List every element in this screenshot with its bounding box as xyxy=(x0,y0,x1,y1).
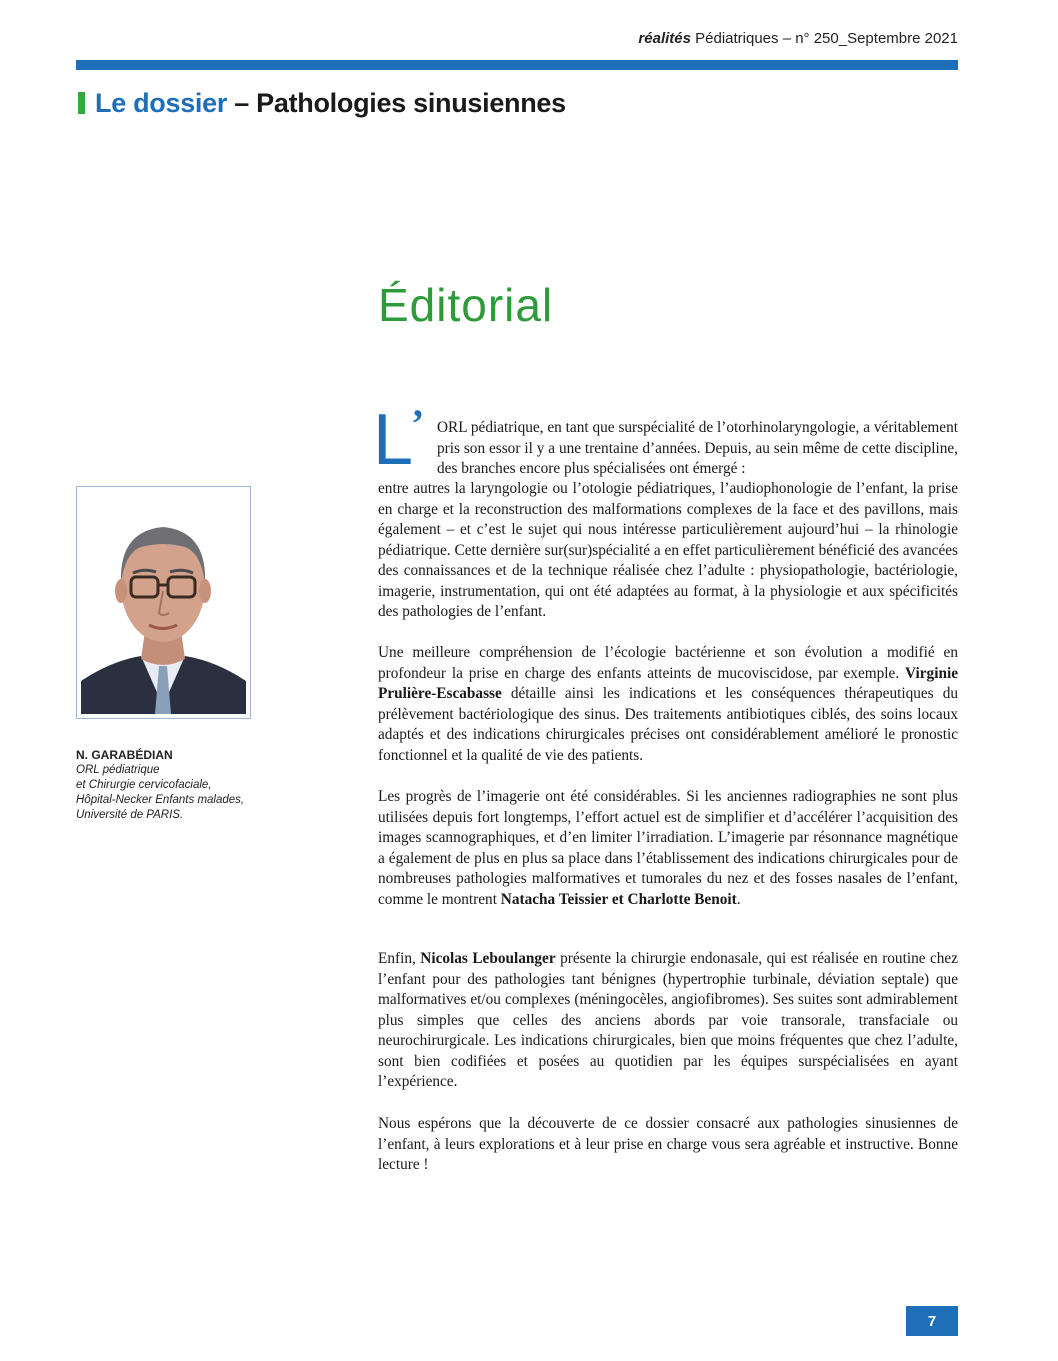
section-marker xyxy=(78,92,85,114)
author-affiliation-4: Université de PARIS. xyxy=(76,809,184,821)
drop-cap-apostrophe: ’ xyxy=(411,401,425,446)
section-title xyxy=(78,88,566,119)
paragraph-5: Nous espérons que la découverte de ce dossier consacré aux pathologies sinusiennes de l’enfant, à leurs explorations et à leur prise en charge vous sera agréable et instructive. Bonne lecture ! xyxy=(378,1115,958,1173)
paragraph-4-text-a: Enfin, xyxy=(378,950,416,967)
author-caption xyxy=(76,748,276,823)
page-number: 7 xyxy=(906,1306,958,1336)
paragraph-2-text-b: détaille ainsi les indications et les conséquences thérapeutiques du prélèvement bactériologique des sinus. Des traitements antibiotiques ciblés, des soins locaux adaptés et des indications chirurgicales précises ont considérablement amélioré le pronostic fonctionnel et la qualité de vie des patients. xyxy=(378,685,958,764)
paragraph-4-text-b: présente la chirurgie endonasale, qui est réalisée en routine chez l’enfant pour des pathologies tant bénignes (hypertrophie turbinale, déviation septale) que malformatives et/ou complexes (méningocèles, angiofibromes). Ses suites sont admirablement plus simples que celles des anciens abords par voie transorale, transfaciale ou neurochirurgicale. Les indications chirurgicales, bien que moins fréquentes que chez l’adulte, sont bien codifiées et posées au quotidien par les équipes surspécialisées en ayant l’expérience. xyxy=(378,950,958,1090)
journal-brand: réalités xyxy=(638,30,691,47)
paragraph-2-text-a: Une meilleure compréhension de l’écologie bactérienne et son évolution a modifié en profondeur la prise en charge des enfants atteints de mucoviscidose, par exemple. xyxy=(378,644,958,682)
author-affiliation-3: Hôpital-Necker Enfants malades, xyxy=(76,794,245,806)
drop-cap: L xyxy=(373,400,414,480)
author-affiliation-2: et Chirurgie cervicofaciale, xyxy=(76,779,212,791)
paragraph-3-end: . xyxy=(736,890,741,908)
dossier-label: Le dossier xyxy=(95,88,228,118)
paragraph-3 xyxy=(378,787,958,910)
paragraph-3-text-a: Les progrès de l’imagerie ont été considérables. Si les anciennes radiographies ne sont plus utilisées depuis fort longtemps, l’effort actuel est de simplifier et d’accélérer l’acquisition des images scannographiques, et d’en limiter l’irradiation. L’imagerie par résonnance magnétique a également de plus en plus sa place dans l’établissement des indications chirurgicales pour de nombreuses pathologies malformatives et tumorales du nez et des fosses nasales de l’enfant, comme le montrent xyxy=(378,788,958,908)
author-reference-pruliere: Virginie Prulière-Escabasse xyxy=(378,664,958,702)
paragraph-4 xyxy=(378,949,958,1093)
paragraph-2 xyxy=(378,643,958,766)
author-affiliation-1: ORL pédiatrique xyxy=(76,764,160,776)
journal-issue: Pédiatriques – n° 250_Septembre 2021 xyxy=(695,30,958,47)
author-reference-teissier-benoit: Natacha Teissier et Charlotte Benoit xyxy=(500,890,737,908)
header-rule xyxy=(76,60,958,70)
portrait-image xyxy=(81,491,246,714)
author-photo xyxy=(76,486,251,719)
dossier-topic: – Pathologies sinusiennes xyxy=(234,88,566,118)
journal-header xyxy=(638,30,958,47)
author-reference-leboulanger: Nicolas Leboulanger xyxy=(420,950,556,967)
paragraph-1-continued: entre autres la laryngologie ou l’otologie pédiatriques, l’audiophonologie de l’enfant, la prise en charge et la reconstruction des malformations complexes de la face et des pavillons, mais également – et c’est le sujet qui nous intéresse particulièrement aujourd’hui – la rhinologie pédiatrique. Cette dernière sur(sur)spécialité a en effet particulièrement bénéficié des avancées des connaissances et de la technique réalisée chez l’adulte : physiopathologie, bactériologie, imagerie, instrumentation, qui ont été adaptées au format, à la physiologie et aux spécificités des pathologies de l’enfant. xyxy=(378,480,958,620)
author-name: N. GARABÉDIAN xyxy=(76,748,173,762)
paragraph-1-opening: ORL pédiatrique, en tant que surspécialité de l’otorhinolaryngologie, a véritablement pris son essor il y a une trentaine d’années. Depuis, au sein même de cette discipline, des branches encore plus spécialisées ont émergé : xyxy=(437,419,958,477)
page-title: Éditorial xyxy=(378,279,554,331)
